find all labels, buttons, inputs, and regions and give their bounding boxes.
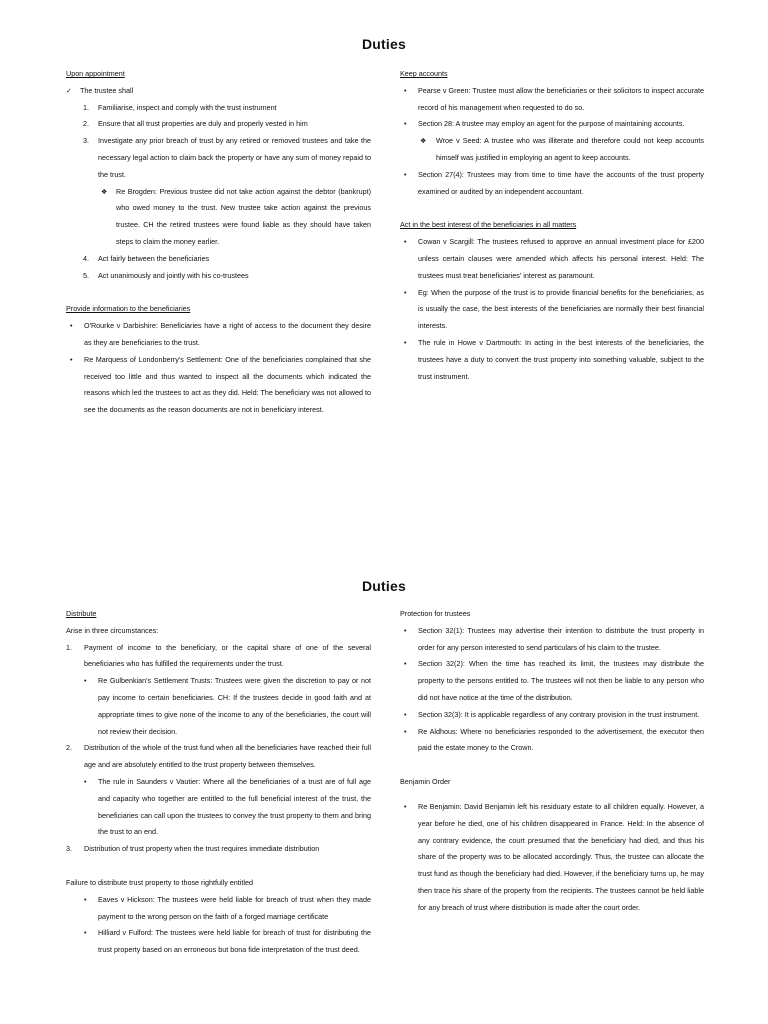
bullet-subitem	[66, 673, 371, 740]
bullet-icon: •	[404, 625, 407, 635]
bullet-icon: •	[84, 894, 87, 904]
bullet-icon: •	[84, 776, 87, 786]
bullet-item	[400, 799, 704, 917]
item-text: Distribution of the whole of the trust fund when all the beneficiaries have reached their full age and are absolutely entitled to the trust property between themselves.	[84, 743, 371, 770]
diamond-subitem	[66, 184, 371, 251]
item-text: The rule in Howe v Dartmouth: In acting in the best interests of the beneficiaries, the trustees have a duty to convert the trust property into something valuable, subject to the trust instrument.	[418, 337, 704, 381]
item-text: Investigate any prior breach of trust by any retired or removed trustees and take the necessary legal action to claim back the property or have any sum of money repaid to the trust.	[98, 136, 371, 179]
item-text: O'Rourke v Darbishire: Beneficiaries have a right of access to the document they desire as they are beneficiaries to the trust.	[84, 321, 371, 347]
item-number: 2.	[83, 119, 89, 129]
section-heading-failure: Failure to distribute trust property to those rightfully entitled	[66, 877, 253, 887]
item-text: Re Benjamin: David Benjamin left his residuary estate to all children equally. However, a year before he died, one of his children disappeared in France. Held: In the absence of any contrary evidence, the court presumed that the beneficiary had died, and thus his share of the property was to be allocated accordingly. Thus, the trustee can allocate the trust fund as though the beneficiary had died. However, if the beneficiary turns up, he may then trace his share of the property from the recipients. The trustees cannot be held liable for any breach of trust where distribution is made after the court order.	[418, 801, 704, 912]
bullet-icon: •	[404, 726, 407, 736]
item-number: 2.	[66, 743, 72, 753]
item-text: Wroe v Seed: A trustee who was illiterate and therefore could not keep accounts himself was justified in employing an agent to keep accounts.	[436, 136, 704, 162]
right-column	[400, 66, 704, 385]
page-title: Duties	[362, 36, 406, 52]
checkmark-icon: ✓	[66, 85, 73, 95]
item-text: Ensure that all trust properties are duly and properly vested in him	[98, 119, 308, 129]
left-column	[66, 606, 371, 959]
numbered-item	[66, 116, 371, 133]
item-text: Distribution of trust property when the trust requires immediate distribution	[84, 844, 320, 854]
right-column	[400, 606, 704, 917]
item-text: The rule in Saunders v Vautier: Where all the beneficiaries of a trust are of full age and capacity who together are entitled to the full beneficial interest of the trust, the beneficiaries can call upon the trustees to convey the trust property to them and bring the trust to an end.	[98, 776, 371, 837]
section-heading-provide-information: Provide information to the beneficiaries	[66, 304, 191, 314]
numbered-item	[66, 640, 371, 674]
diamond-bullet-icon: ❖	[101, 186, 108, 196]
intro-text: Arise in three circumstances:	[66, 625, 159, 635]
numbered-item	[66, 268, 371, 285]
section-heading-upon-appointment: Upon appointment	[66, 69, 125, 78]
item-number: 5.	[83, 270, 89, 280]
item-text: Section 32(3): It is applicable regardless of any contrary provision in the trust instrument.	[418, 709, 700, 719]
item-text: Hilliard v Fulford: The trustees were held liable for breach of trust for distributing the trust property based on an erroneous but bona fide interpretation of the trust deed.	[98, 928, 371, 955]
section-heading-protection: Protection for trustees	[400, 609, 471, 618]
bullet-icon: •	[404, 237, 407, 247]
item-text: Cowan v Scargill: The trustees refused to approve an annual investment place for £200 unless certain clauses were amended which affects his personal interest. Held: The trustees must treat beneficiaries' interest as paramount.	[418, 237, 704, 280]
bullet-item	[66, 892, 371, 926]
bullet-item	[400, 623, 704, 657]
item-number: 3.	[66, 844, 72, 854]
section-heading-distribute: Distribute	[66, 609, 97, 618]
bullet-icon: •	[404, 287, 407, 297]
item-text: Payment of income to the beneficiary, or the capital share of one of the several beneficiaries who has fulfilled the requirements under the trust.	[84, 642, 371, 669]
item-text: Re Brogden: Previous trustee did not take action against the debtor (bankrupt) who owed money to the trust. New trustee take action against the previous trustee. CH the retired trustees were found liable as they should have taken steps to claim the money earlier.	[116, 186, 371, 246]
bullet-icon: •	[404, 169, 407, 179]
item-number: 3.	[83, 136, 89, 146]
bullet-icon: •	[84, 928, 87, 938]
item-text: Familiarise, inspect and comply with the trust instrument	[98, 102, 277, 112]
diamond-subitem	[400, 133, 704, 167]
left-column	[66, 66, 371, 419]
bullet-icon: •	[404, 801, 407, 811]
page-title: Duties	[362, 578, 406, 594]
document-page-2	[0, 560, 768, 1024]
item-text: The trustee shall	[80, 85, 134, 95]
bullet-item	[400, 167, 704, 201]
bullet-icon: •	[404, 709, 407, 719]
item-number: 1.	[83, 102, 89, 112]
item-text: Re Aldhous: Where no beneficiaries responded to the advertisement, the executor then paid the estate money to the Crown.	[418, 726, 704, 753]
bullet-item	[66, 352, 371, 419]
numbered-item	[66, 841, 371, 858]
bullet-icon: •	[70, 354, 73, 364]
bullet-item	[400, 285, 704, 335]
bullet-item	[66, 925, 371, 959]
item-text: Act fairly between the beneficiaries	[98, 253, 210, 263]
numbered-item	[66, 251, 371, 268]
item-text: Section 32(1): Trustees may advertise their intention to distribute the trust property in order for any person interested to send particulars of his claim to the trustee.	[418, 625, 704, 652]
item-text: Re Marquess of Londonberry's Settlement: One of the beneficiaries complained that she received too little and thus wanted to inspect all the documents which indicated the reasons which led the trustees to act as they did. Held: The beneficiary was not allowed to see the documents as the reason documents are not in beneficiary interest.	[84, 354, 371, 415]
numbered-item	[66, 100, 371, 117]
bullet-item	[66, 318, 371, 352]
item-text: Act unanimously and jointly with his co-trustees	[98, 270, 249, 280]
numbered-item	[66, 740, 371, 774]
bullet-item	[400, 83, 704, 117]
item-number: 4.	[83, 253, 89, 263]
item-text: Pearse v Green: Trustee must allow the beneficiaries or their solicitors to inspect accurate record of his management when requested to do so.	[418, 85, 704, 112]
item-text: Eg: When the purpose of the trust is to provide financial benefits for the beneficiaries, as is usually the case, the best interests of the beneficiaries are normally their best financial interests.	[418, 287, 704, 331]
section-heading-keep-accounts: Keep accounts	[400, 69, 448, 78]
check-item	[66, 83, 371, 100]
bullet-item	[400, 116, 704, 133]
diamond-bullet-icon: ❖	[420, 136, 427, 146]
item-number: 1.	[66, 642, 72, 652]
bullet-icon: •	[404, 119, 407, 129]
bullet-item	[400, 335, 704, 385]
item-text: Section 32(2): When the time has reached its limit, the trustees may distribute the property to the persons entitled to. The trustees will not then be liable to any person who did not have notice at the time of the distribution.	[418, 659, 704, 702]
bullet-icon: •	[84, 676, 87, 686]
section-heading-best-interest: Act in the best interest of the beneficiaries in all matters	[400, 220, 577, 230]
item-text: Section 28: A trustee may employ an agent for the purpose of maintaining accounts.	[418, 119, 685, 129]
bullet-subitem	[66, 774, 371, 841]
bullet-icon: •	[404, 85, 407, 95]
numbered-item	[66, 133, 371, 183]
item-text: Section 27(4): Trustees may from time to time have the accounts of the trust property examined or audited by an independent accountant.	[418, 169, 704, 196]
bullet-item	[400, 724, 704, 758]
section-heading-benjamin-order: Benjamin Order	[400, 777, 451, 787]
bullet-item	[400, 707, 704, 724]
bullet-icon: •	[404, 659, 407, 669]
bullet-item	[400, 234, 704, 284]
bullet-icon: •	[404, 337, 407, 347]
item-text: Eaves v Hickson: The trustees were held liable for breach of trust when they made payment to the wrong person on the faith of a forged marriage certificate	[98, 894, 371, 921]
bullet-item	[400, 656, 704, 706]
bullet-icon: •	[70, 321, 73, 331]
item-text: Re Gulbenkian's Settlement Trusts: Trustees were given the discretion to pay or not pay income to certain beneficiaries. CH: If the trustees decide in good faith and at appropriate times to give none of the income to any of the beneficiaries, the court will not review their decision.	[98, 676, 371, 736]
